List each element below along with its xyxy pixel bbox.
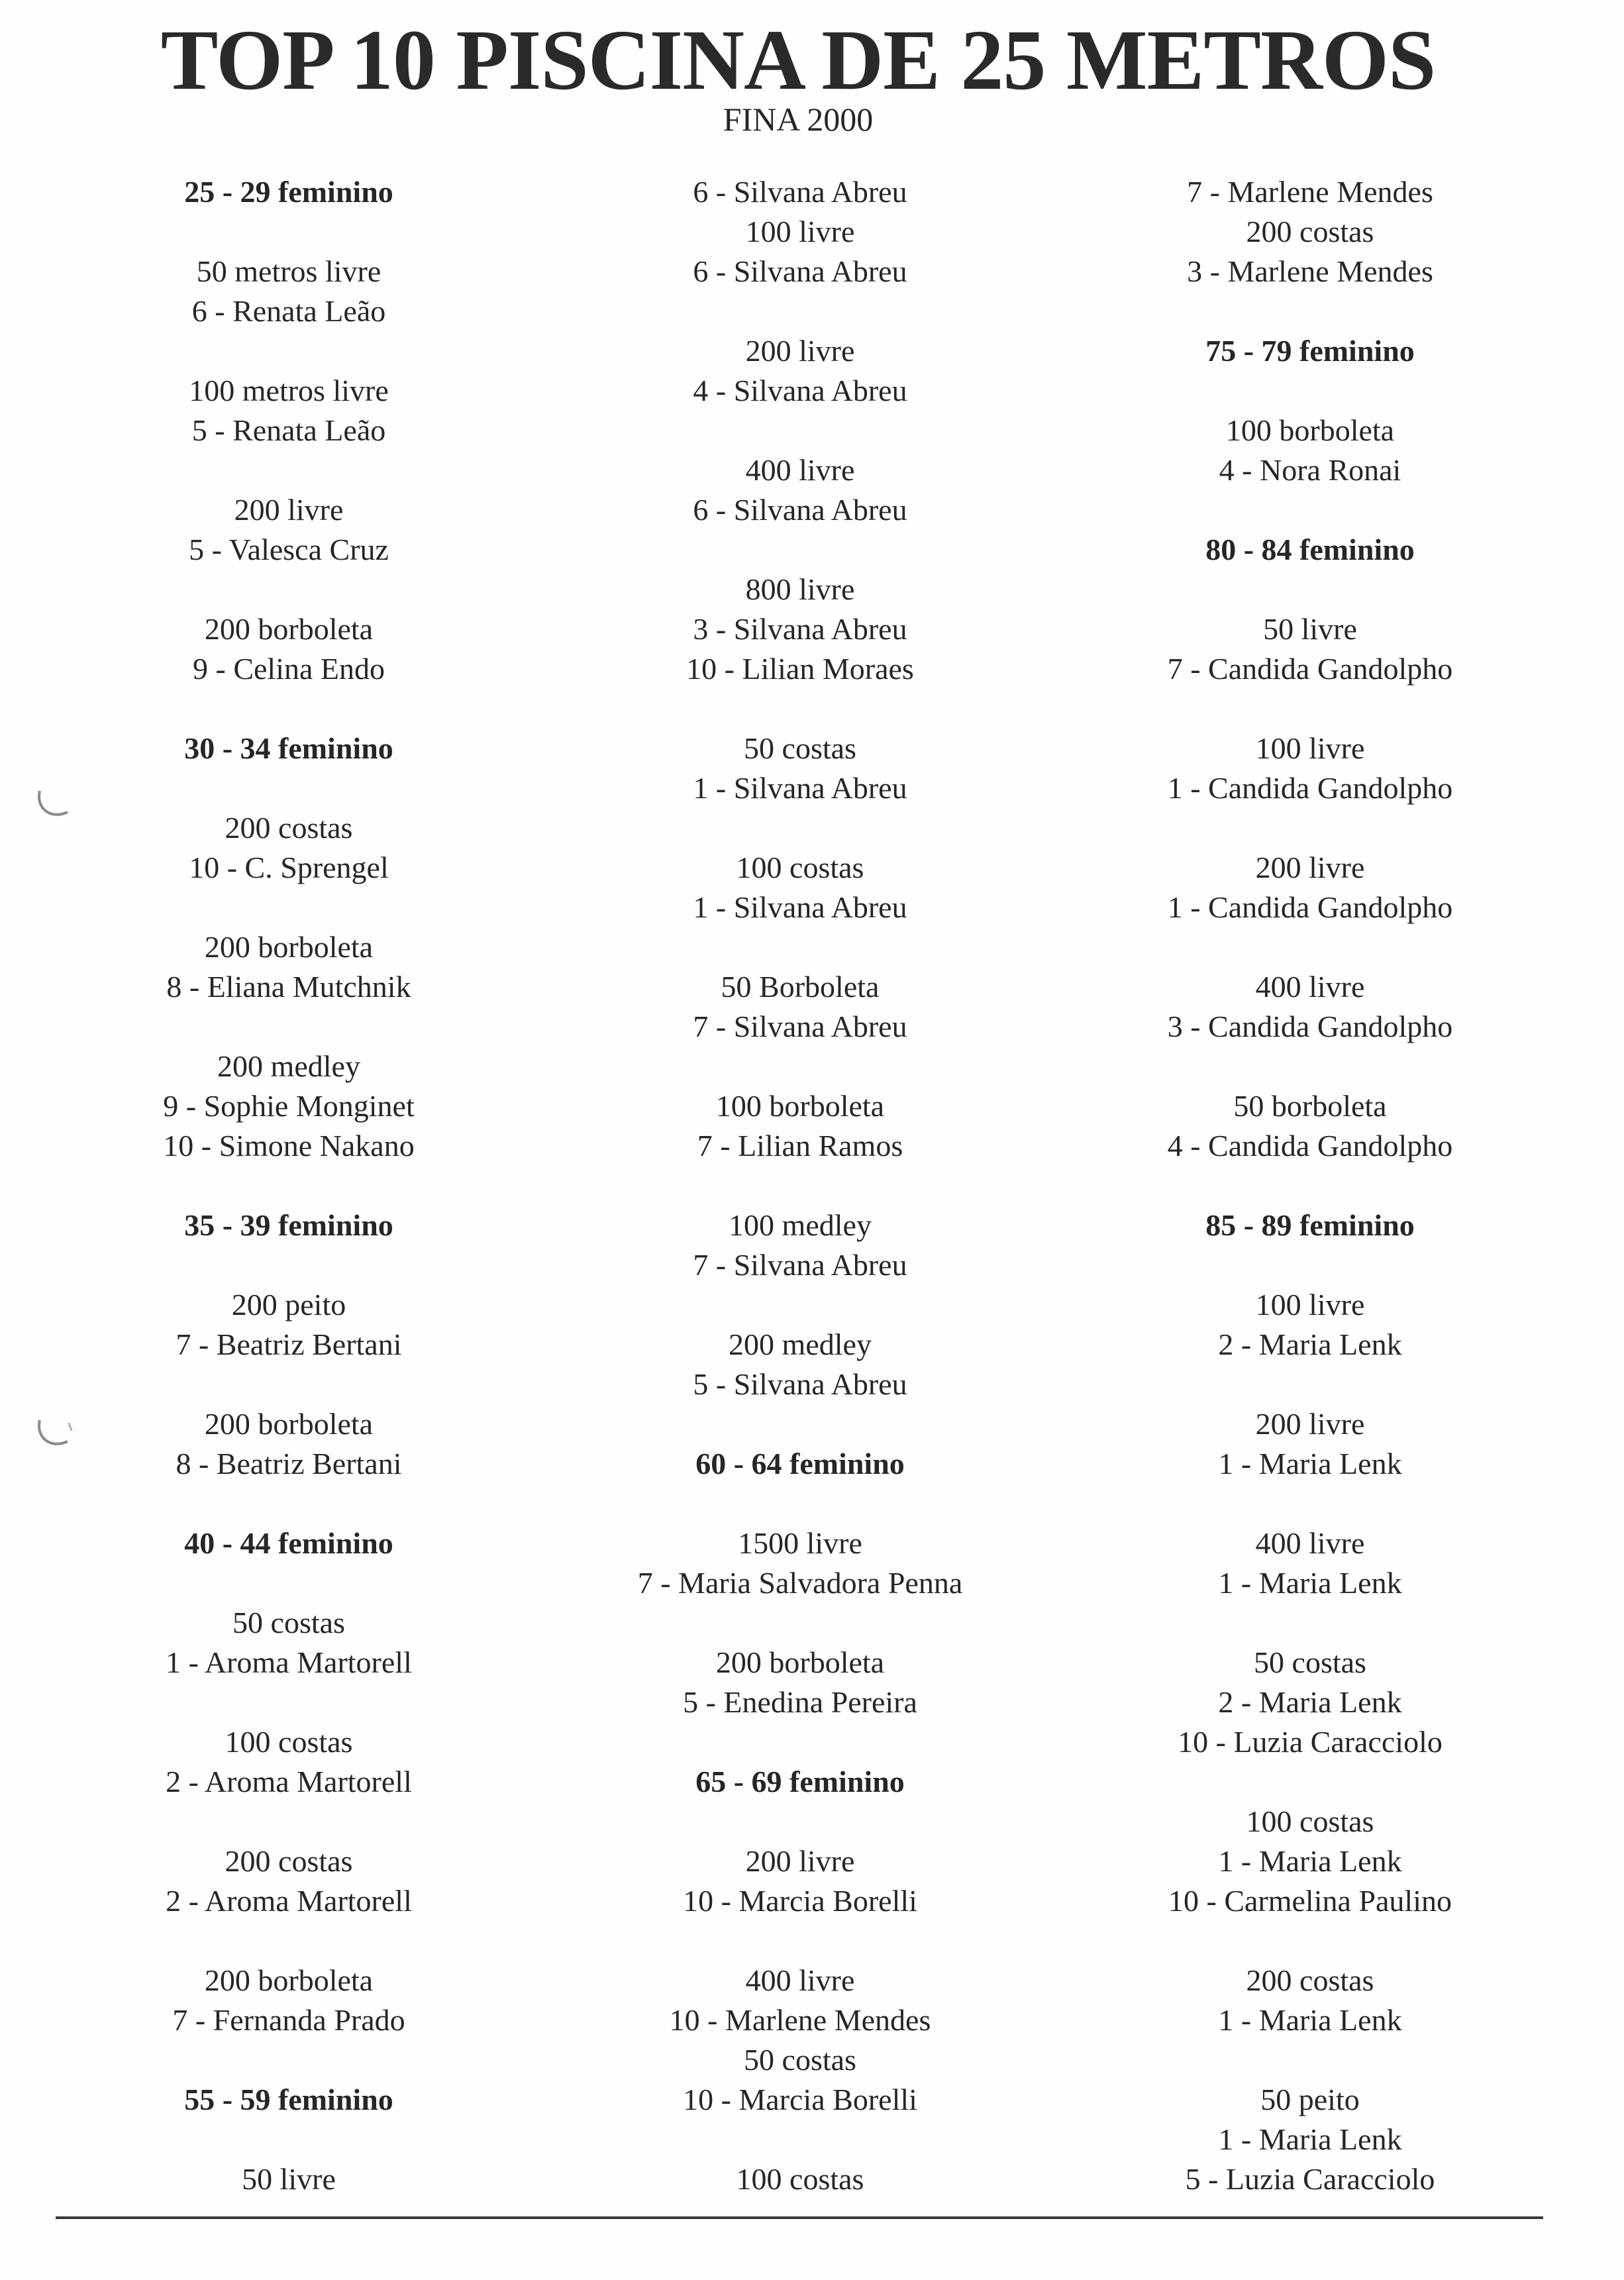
- spacer: [568, 1285, 1032, 1325]
- result-line: 10 - Lilian Moraes: [686, 652, 914, 686]
- result-line: 9 - Celina Endo: [193, 652, 385, 686]
- spacer: [57, 1365, 521, 1404]
- spacer: [568, 1603, 1032, 1643]
- spacer: [1078, 2040, 1542, 2080]
- spacer: [1078, 291, 1542, 331]
- result-line: 200 costas: [225, 811, 353, 845]
- result-line: 200 borboleta: [715, 1645, 885, 1679]
- spacer: [568, 1484, 1032, 1524]
- result-line: 7 - Silvana Abreu: [693, 1010, 907, 1043]
- result-line: 4 - Candida Gandolpho: [1167, 1129, 1453, 1163]
- result-line: 1 - Silvana Abreu: [693, 890, 907, 924]
- spacer: [1078, 490, 1542, 530]
- spacer: [1078, 1166, 1542, 1206]
- age-group-heading: 25 - 29 feminino: [184, 175, 393, 209]
- result-line: 200 livre: [745, 334, 855, 368]
- result-line: 400 livre: [745, 1963, 855, 1997]
- result-line: 100 livre: [1255, 731, 1365, 765]
- result-line: 2 - Maria Lenk: [1218, 1685, 1402, 1719]
- result-line: 200 borboleta: [204, 930, 374, 964]
- spacer: [1078, 1047, 1542, 1086]
- result-line: 9 - Sophie Monginet: [163, 1089, 415, 1123]
- result-line: 200 livre: [1255, 851, 1365, 884]
- result-line: 10 - Marlene Mendes: [669, 2003, 931, 2037]
- spacer: [57, 1007, 521, 1047]
- result-line: 50 costas: [744, 731, 856, 765]
- result-line: 1 - Silvana Abreu: [693, 771, 907, 805]
- result-line: 6 - Silvana Abreu: [693, 175, 907, 209]
- result-line: 3 - Candida Gandolpho: [1167, 1010, 1453, 1043]
- spacer: [1078, 808, 1542, 848]
- result-line: 100 costas: [1246, 1804, 1374, 1838]
- spacer: [57, 2040, 521, 2080]
- spacer: [568, 689, 1032, 729]
- result-line: 200 borboleta: [204, 1407, 374, 1441]
- spacer: [568, 1921, 1032, 1961]
- result-line: 1 - Maria Lenk: [1218, 1844, 1402, 1878]
- result-line: 200 livre: [745, 1844, 855, 1878]
- spacer: [568, 530, 1032, 570]
- result-line: 5 - Silvana Abreu: [693, 1367, 907, 1401]
- result-line: 1 - Maria Lenk: [1218, 1447, 1402, 1480]
- result-line: 7 - Marlene Mendes: [1187, 175, 1433, 209]
- result-line: 200 medley: [217, 1049, 360, 1083]
- spacer: [568, 2120, 1032, 2159]
- result-line: 4 - Silvana Abreu: [693, 374, 907, 407]
- page-title: TOP 10 PISCINA DE 25 METROS: [160, 13, 1436, 108]
- results-column-1: [57, 172, 521, 2199]
- result-line: 7 - Candida Gandolpho: [1167, 652, 1453, 686]
- result-line: 7 - Beatriz Bertani: [176, 1327, 402, 1361]
- result-line: 4 - Nora Ronai: [1219, 453, 1401, 487]
- spacer: [1078, 1603, 1542, 1643]
- spacer: [57, 1484, 521, 1524]
- result-line: 7 - Maria Salvadora Penna: [637, 1566, 963, 1600]
- spacer: [568, 1047, 1032, 1086]
- result-line: 200 costas: [1246, 215, 1374, 248]
- result-line: 200 livre: [1255, 1407, 1365, 1441]
- spacer: [1078, 371, 1542, 411]
- punch-hole-mark: [30, 782, 77, 828]
- result-line: 50 metros livre: [196, 254, 381, 288]
- spacer: [1078, 1484, 1542, 1524]
- bottom-rule: [56, 2216, 1543, 2219]
- result-line: 50 livre: [1263, 612, 1357, 646]
- spacer: [57, 1166, 521, 1206]
- result-line: 400 livre: [1255, 970, 1365, 1004]
- result-line: 10 - Luzia Caracciolo: [1178, 1725, 1443, 1759]
- spacer: [1078, 689, 1542, 729]
- result-line: 1 - Aroma Martorell: [166, 1645, 412, 1679]
- result-line: 100 livre: [745, 215, 855, 248]
- spacer: [57, 1802, 521, 1841]
- spacer: [1078, 1245, 1542, 1285]
- spacer: [57, 689, 521, 729]
- result-line: 400 livre: [1255, 1526, 1365, 1560]
- age-group-heading: 30 - 34 feminino: [184, 731, 393, 765]
- spacer: [57, 1683, 521, 1722]
- age-group-heading: 55 - 59 feminino: [184, 2083, 393, 2116]
- age-group-heading: 80 - 84 feminino: [1205, 533, 1415, 566]
- result-line: 1500 livre: [738, 1526, 862, 1560]
- result-line: 6 - Renata Leão: [191, 294, 386, 328]
- result-line: 3 - Silvana Abreu: [693, 612, 907, 646]
- result-line: 6 - Silvana Abreu: [693, 493, 907, 527]
- age-group-heading: 60 - 64 feminino: [695, 1447, 905, 1480]
- result-line: 100 metros livre: [189, 374, 389, 407]
- result-line: 10 - Simone Nakano: [163, 1129, 415, 1163]
- result-line: 1 - Maria Lenk: [1218, 2122, 1402, 2156]
- result-line: 50 borboleta: [1233, 1089, 1387, 1123]
- spacer: [57, 1563, 521, 1603]
- spacer: [568, 808, 1032, 848]
- result-line: 200 costas: [1246, 1963, 1374, 1997]
- result-line: 7 - Silvana Abreu: [693, 1248, 907, 1282]
- result-line: 5 - Luzia Caracciolo: [1185, 2162, 1435, 2196]
- spacer: [1078, 1365, 1542, 1404]
- result-line: 10 - Marcia Borelli: [683, 2083, 917, 2116]
- spacer: [1078, 1921, 1542, 1961]
- age-group-heading: 65 - 69 feminino: [695, 1765, 905, 1798]
- result-line: 50 livre: [242, 2162, 336, 2196]
- age-group-heading: 75 - 79 feminino: [1205, 334, 1415, 368]
- spacer: [57, 331, 521, 371]
- result-line: 2 - Aroma Martorell: [166, 1884, 412, 1918]
- result-line: 50 costas: [1254, 1645, 1366, 1679]
- result-line: 10 - Carmelina Paulino: [1168, 1884, 1452, 1918]
- result-line: 6 - Silvana Abreu: [693, 254, 907, 288]
- result-line: 50 peito: [1260, 2083, 1360, 2116]
- spacer: [1078, 1762, 1542, 1802]
- result-line: 3 - Marlene Mendes: [1187, 254, 1433, 288]
- age-group-heading: 40 - 44 feminino: [184, 1526, 393, 1560]
- punch-hole-mark: [30, 1411, 77, 1457]
- result-line: 200 costas: [225, 1844, 353, 1878]
- result-line: 200 borboleta: [204, 1963, 374, 1997]
- spacer: [568, 291, 1032, 331]
- spacer: [57, 1245, 521, 1285]
- result-line: 1 - Maria Lenk: [1218, 2003, 1402, 2037]
- spacer: [57, 768, 521, 808]
- result-line: 5 - Valesca Cruz: [189, 533, 389, 566]
- spacer: [1078, 927, 1542, 967]
- result-line: 2 - Aroma Martorell: [166, 1765, 412, 1798]
- spacer: [57, 1921, 521, 1961]
- result-line: 200 borboleta: [204, 612, 374, 646]
- result-line: 200 livre: [234, 493, 344, 527]
- page-subtitle: FINA 2000: [723, 101, 874, 138]
- result-line: 10 - Marcia Borelli: [683, 1884, 917, 1918]
- result-line: 7 - Lilian Ramos: [697, 1129, 903, 1163]
- result-line: 8 - Beatriz Bertani: [176, 1447, 402, 1480]
- spacer: [568, 1722, 1032, 1762]
- spacer: [568, 1802, 1032, 1841]
- result-line: 100 costas: [736, 2162, 864, 2196]
- result-line: 100 borboleta: [715, 1089, 885, 1123]
- result-line: 400 livre: [745, 453, 855, 487]
- results-column-3: [1078, 172, 1542, 2199]
- spacer: [568, 927, 1032, 967]
- result-line: 1 - Candida Gandolpho: [1167, 890, 1453, 924]
- result-line: 50 costas: [744, 2043, 856, 2077]
- result-line: 7 - Fernanda Prado: [172, 2003, 405, 2037]
- result-line: 800 livre: [745, 572, 855, 606]
- result-line: 10 - C. Sprengel: [189, 851, 389, 884]
- result-line: 100 livre: [1255, 1288, 1365, 1321]
- result-line: 100 costas: [736, 851, 864, 884]
- result-line: 100 costas: [225, 1725, 353, 1759]
- result-line: 50 costas: [232, 1606, 345, 1639]
- result-line: 50 Borboleta: [721, 970, 880, 1004]
- result-line: 2 - Maria Lenk: [1218, 1327, 1402, 1361]
- spacer: [57, 2120, 521, 2159]
- result-line: 1 - Candida Gandolpho: [1167, 771, 1453, 805]
- results-column-2: [568, 172, 1032, 2199]
- result-line: 100 medley: [729, 1208, 872, 1242]
- result-line: 5 - Enedina Pereira: [683, 1685, 917, 1719]
- spacer: [57, 888, 521, 927]
- spacer: [568, 411, 1032, 450]
- result-line: 8 - Eliana Mutchnik: [166, 970, 411, 1004]
- result-line: 1 - Maria Lenk: [1218, 1566, 1402, 1600]
- result-line: 100 borboleta: [1225, 413, 1395, 447]
- result-line: 5 - Renata Leão: [191, 413, 386, 447]
- spacer: [57, 570, 521, 609]
- spacer: [1078, 570, 1542, 609]
- age-group-heading: 35 - 39 feminino: [184, 1208, 393, 1242]
- spacer: [568, 1166, 1032, 1206]
- result-line: 200 medley: [729, 1327, 872, 1361]
- age-group-heading: 85 - 89 feminino: [1205, 1208, 1415, 1242]
- spacer: [57, 212, 521, 252]
- spacer: [568, 1404, 1032, 1444]
- spacer: [57, 450, 521, 490]
- result-line: 200 peito: [231, 1288, 346, 1321]
